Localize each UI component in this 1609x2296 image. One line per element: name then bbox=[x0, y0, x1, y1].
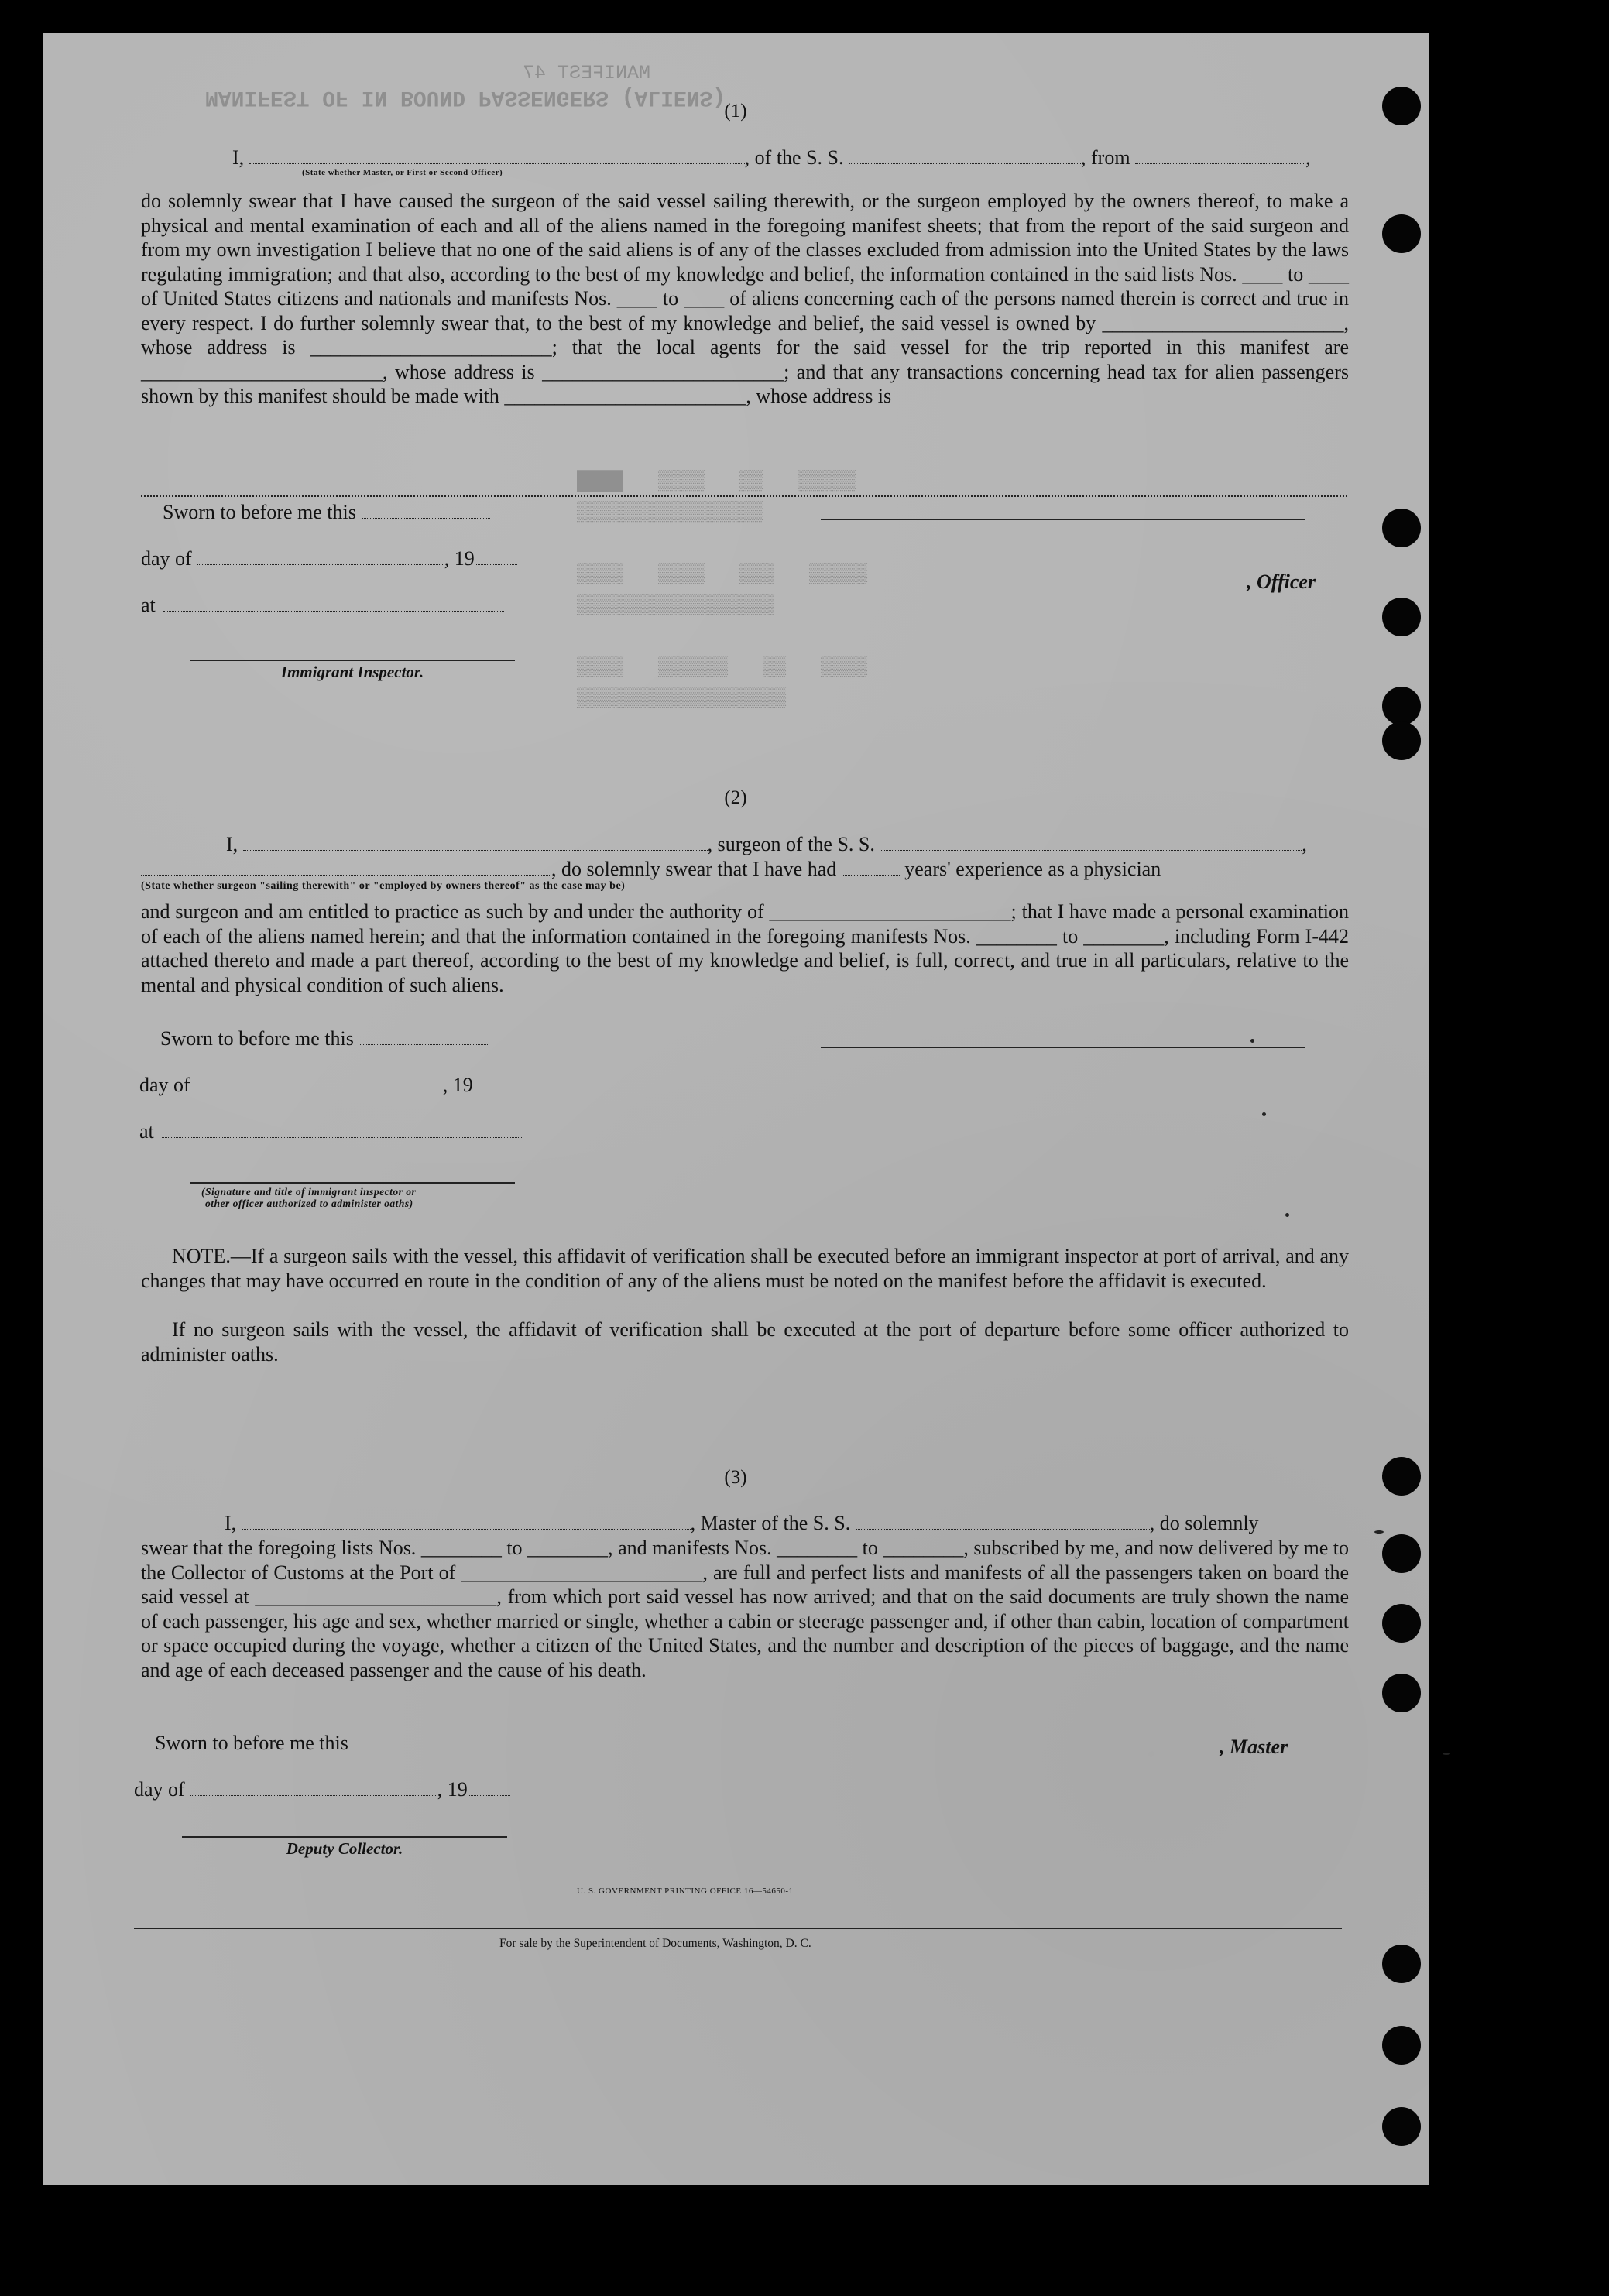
punch-hole bbox=[1382, 1604, 1421, 1643]
s1-of-ss: , of the S. S. bbox=[744, 146, 844, 169]
s2-surgeon-of: , surgeon of the S. S. bbox=[707, 833, 875, 855]
s3-collector-line bbox=[182, 1836, 507, 1838]
s1-inspector: Immigrant Inspector. bbox=[280, 663, 424, 681]
s1-intro: I, bbox=[232, 146, 245, 169]
speck bbox=[1262, 1112, 1266, 1116]
s3-year: , 19 bbox=[437, 1778, 468, 1801]
s3-intro: I, bbox=[225, 1512, 237, 1534]
punch-hole bbox=[1382, 598, 1421, 636]
s2-day-of: day of bbox=[139, 1074, 190, 1096]
section-2-number: (2) bbox=[724, 787, 747, 808]
speck bbox=[1443, 1753, 1450, 1755]
s1-address-line bbox=[141, 495, 1347, 497]
s1-paragraph: do solemnly swear that I have caused the surgeon of the said vessel sailing therewith, or the surgeon employed by the owners thereof, to make a physical and mental examination of each and all of the aliens named in the foregoing manifest sheets; that from the report of the said surgeon and from my own investigation I believe that no one of the said aliens is of any of the classes excluded from admission into the United States by the laws regulating immigration; and that also, according to the best of my knowledge and belief, the information contained in the said lists Nos. ____ to ____ of United States citizens and nationals and manifests Nos. ____ to ____ of aliens concerning each of the persons named therein is correct and true in every respect. I do further solemnly swear that, to the best of my knowledge and belief, the said vessel is owned by ________________________, whose address is ________________________; that the local agents for the said vessel for the trip reported in this manifest are ________________________, whose address is ________________________; and that any transactions concerning head tax for alien passengers shown by this manifest should be made with ________________________, whose address is bbox=[141, 190, 1349, 407]
section-1-number: (1) bbox=[724, 101, 747, 122]
s2-year: , 19 bbox=[442, 1074, 473, 1096]
punch-hole bbox=[1382, 509, 1421, 547]
punch-hole bbox=[1382, 1534, 1421, 1573]
s3-solemnly: , do solemnly bbox=[1149, 1512, 1259, 1534]
document-page: MANIFEST OF IN BOUND PASSENGERS (ALIENS) MANIFEST 47 ████ ▒▒▒▒ ▒▒ ▒▒▒▒▒ ▒▒▒▒▒▒▒▒▒▒▒▒▒▒▒▒ ▒▒▒▒ ▒▒▒▒ ▒▒▒ ▒▒▒▒▒ ▒▒▒▒▒▒▒▒▒▒▒▒▒▒▒▒▒ ▒▒▒▒ ▒▒▒▒▒▒ ▒▒ ▒▒▒▒ ▒▒▒▒▒▒▒▒▒▒▒▒▒▒▒▒▒▒ (1) I, , of the S. S. , from , (State whether Master, or First or Second Officer) do solemnly swear that I have caused the surgeon of the said vessel sailing therewith, or the surgeon employed by the owners thereof, to make a physical and mental examination of each and all of the aliens named in the foregoing manifest sheets; that from the report of the said surgeon and from my own investigation I believe that no one of the said aliens is of any of the classes excluded from admission into the United States by the laws regulating immigration; and that also, according to the best of my knowledge and belief, the information contained in the said lists Nos. ____ to ____ of United States citizens and nationals and manifests Nos. ____ to ____ of aliens concerning each of the persons named therein is correct and true in every respect. I do further solemnly swear that, to the best of my knowledge and belief, the said vessel is owned by ________________________, whose address is ________________________; that the local agents for the said vessel for the trip reported in this manifest are ________________________, whose address is ________________________; and that any transactions concerning head tax for alien passengers shown by this manifest should be made with ________________________, whose address is Sworn to before me this day of , 19 , Officer at Immigrant Inspector. (2) I, , surgeon of the S. S. , , do solemnly swear that I have had years' experience as a physician (State whether surgeon "sailing therewith" or "employed by owners thereof" as the case may be) and surgeon and am entitled to practice as such by and under the authority of ________________________; that I have made a personal examination of each of the aliens named herein; and that the information contained in the foregoing manifests Nos. ________ to ________, including Form I-442 attached thereto and made a part thereof, according to the best of my knowledge and belief, is full, correct, and true in all particulars, relative to the mental and physical condition of such aliens. Sworn to before me this day of , 19 at (Signature and title of immigrant inspector or other officer authorized to administer oaths) NOTE.—If a surgeon sails with the vessel, this affidavit of verification shall be executed before an immigrant inspector at port of arrival, and any changes that may have occurred en route in the condition of any of the aliens must be noted on the manifest before the affidavit is executed. If no surgeon sails with the vessel, the affidavit of verification shall be executed at the port of departure before some officer authorized to administer oaths. (3) I, , Master of the S. S. , do solemnly swear that the foregoing lists Nos. ________ to ________, and manifests Nos. ________ to ________, subscribed by me, and now delivered by me to the Collector of Customs at the Port of ________________________, are full and perfect lists and manifests of all the passengers taken on board the said vessel at ________________________, from which port said vessel has now arrived; and that on the said documents are truly shown the name of each passenger, his age and sex, whether married or single, whether a cabin or steerage passenger and, if other than cabin, location of compartment or space occupied during the voyage, whether a citizen of the United States, and the number and description of the pieces of baggage, and the name and age of each deceased passenger and the cause of his death. Sworn to before me this , Master day of , 19 Deputy Collector. U. S. GOVERNMENT PRINTING OFFICE 16—54650-1 For sale by the Superintendent of Documents, Washington, D. C. bbox=[43, 33, 1429, 2185]
bleed-through-header: MANIFEST OF IN BOUND PASSENGERS (ALIENS) bbox=[205, 85, 726, 109]
s2-inspector-line bbox=[190, 1182, 515, 1184]
s2-caption-b: other officer authorized to administer oaths) bbox=[205, 1198, 413, 1209]
punch-hole bbox=[1382, 2107, 1421, 2146]
footer-note: For sale by the Superintendent of Documents, Washington, D. C. bbox=[499, 1937, 811, 1950]
s2-swear: , do solemnly swear that I have had bbox=[551, 858, 837, 880]
s3-sworn: Sworn to before me this bbox=[155, 1732, 348, 1754]
s3-day-of: day of bbox=[134, 1778, 185, 1801]
speck bbox=[1374, 1530, 1384, 1534]
bleed-through-manifest: MANIFEST 47 bbox=[523, 62, 651, 84]
punch-hole bbox=[1382, 2026, 1421, 2065]
s3-master: , Master bbox=[1220, 1736, 1288, 1758]
section-3-number: (3) bbox=[724, 1467, 747, 1488]
s2-signature-line bbox=[821, 1047, 1305, 1048]
footer-rule bbox=[134, 1928, 1342, 1929]
s2-note-1: NOTE.—If a surgeon sails with the vessel, this affidavit of verification shall be executed before an immigrant inspector at port of arrival, and any changes that may have occurred en route in the condition of any of the aliens must be noted on the manifest before the affidavit is executed. bbox=[141, 1245, 1349, 1292]
s2-caption-a: (Signature and title of immigrant inspector or bbox=[201, 1186, 417, 1198]
section-1-first-line: I, , of the S. S. , from , bbox=[232, 146, 1311, 169]
s1-day-of: day of bbox=[141, 547, 192, 570]
punch-hole bbox=[1382, 721, 1421, 760]
s1-inspector-line bbox=[190, 660, 515, 661]
printing-office: U. S. GOVERNMENT PRINTING OFFICE 16—54650-1 bbox=[577, 1886, 794, 1896]
s1-year: , 19 bbox=[444, 547, 475, 570]
punch-hole bbox=[1382, 1674, 1421, 1712]
s1-sworn: Sworn to before me this bbox=[163, 501, 356, 523]
s2-sworn: Sworn to before me this bbox=[160, 1027, 354, 1050]
s1-from: , from bbox=[1081, 146, 1130, 169]
s2-years: years' experience as a physician bbox=[904, 858, 1161, 880]
s3-paragraph: swear that the foregoing lists Nos. ________ to ________, and manifests Nos. ________ to ________, subscribed by me, and now delivered by me to the Collector of Customs at the Port of ________________________, are full and perfect lists and manifests of all the passengers taken on board the said vessel at ________________________, from which port said vessel has now arrived; and that on the said documents are truly shown the name of each passenger, his age and sex, whether married or single, whether a cabin or steerage passenger and, if other than cabin, location of compartment or space occupied during the voyage, whether a citizen of the United States, and the number and description of the pieces of baggage, and the name and age of each deceased passenger and the cause of his death. bbox=[141, 1537, 1349, 1681]
s2-caption: (State whether surgeon "sailing therewith" or "employed by owners thereof" as the case may be) bbox=[141, 880, 626, 892]
speck bbox=[1285, 1213, 1289, 1217]
s2-note-2: If no surgeon sails with the vessel, the affidavit of verification shall be executed at the port of departure before some officer authorized to administer oaths. bbox=[141, 1318, 1349, 1366]
s2-intro: I, bbox=[226, 833, 238, 855]
s1-caption: (State whether Master, or First or Second Officer) bbox=[302, 168, 503, 177]
s2-paragraph: and surgeon and am entitled to practice as such by and under the authority of ________________________; that I have made a personal examination of each of the aliens named herein; and that the information contained in the foregoing manifests Nos. ________ to ________, including Form I-442 attached thereto and made a part thereof, according to the best of my knowledge and belief, is full, correct, and true in all particulars, relative to the mental and physical condition of such aliens. bbox=[141, 900, 1349, 996]
speck bbox=[1250, 1039, 1254, 1043]
s1-signature-line bbox=[821, 519, 1305, 520]
bleed-through-rows: ████ ▒▒▒▒ ▒▒ ▒▒▒▒▒ ▒▒▒▒▒▒▒▒▒▒▒▒▒▒▒▒ ▒▒▒▒ ▒▒▒▒ ▒▒▒ ▒▒▒▒▒ ▒▒▒▒▒▒▒▒▒▒▒▒▒▒▒▒▒ ▒▒▒▒ ▒▒▒▒▒▒ ▒▒ ▒▒▒▒ ▒▒▒▒▒▒▒▒▒▒▒▒▒▒▒▒▒▒ bbox=[577, 470, 868, 709]
s3-collector: Deputy Collector. bbox=[286, 1839, 403, 1858]
s3-master-of: , Master of the S. S. bbox=[690, 1512, 851, 1534]
s1-officer: , Officer bbox=[1247, 571, 1316, 593]
punch-hole bbox=[1382, 214, 1421, 253]
punch-hole bbox=[1382, 687, 1421, 725]
s1-at: at bbox=[141, 594, 156, 616]
punch-hole bbox=[1382, 1945, 1421, 1983]
s2-at: at bbox=[139, 1120, 154, 1143]
